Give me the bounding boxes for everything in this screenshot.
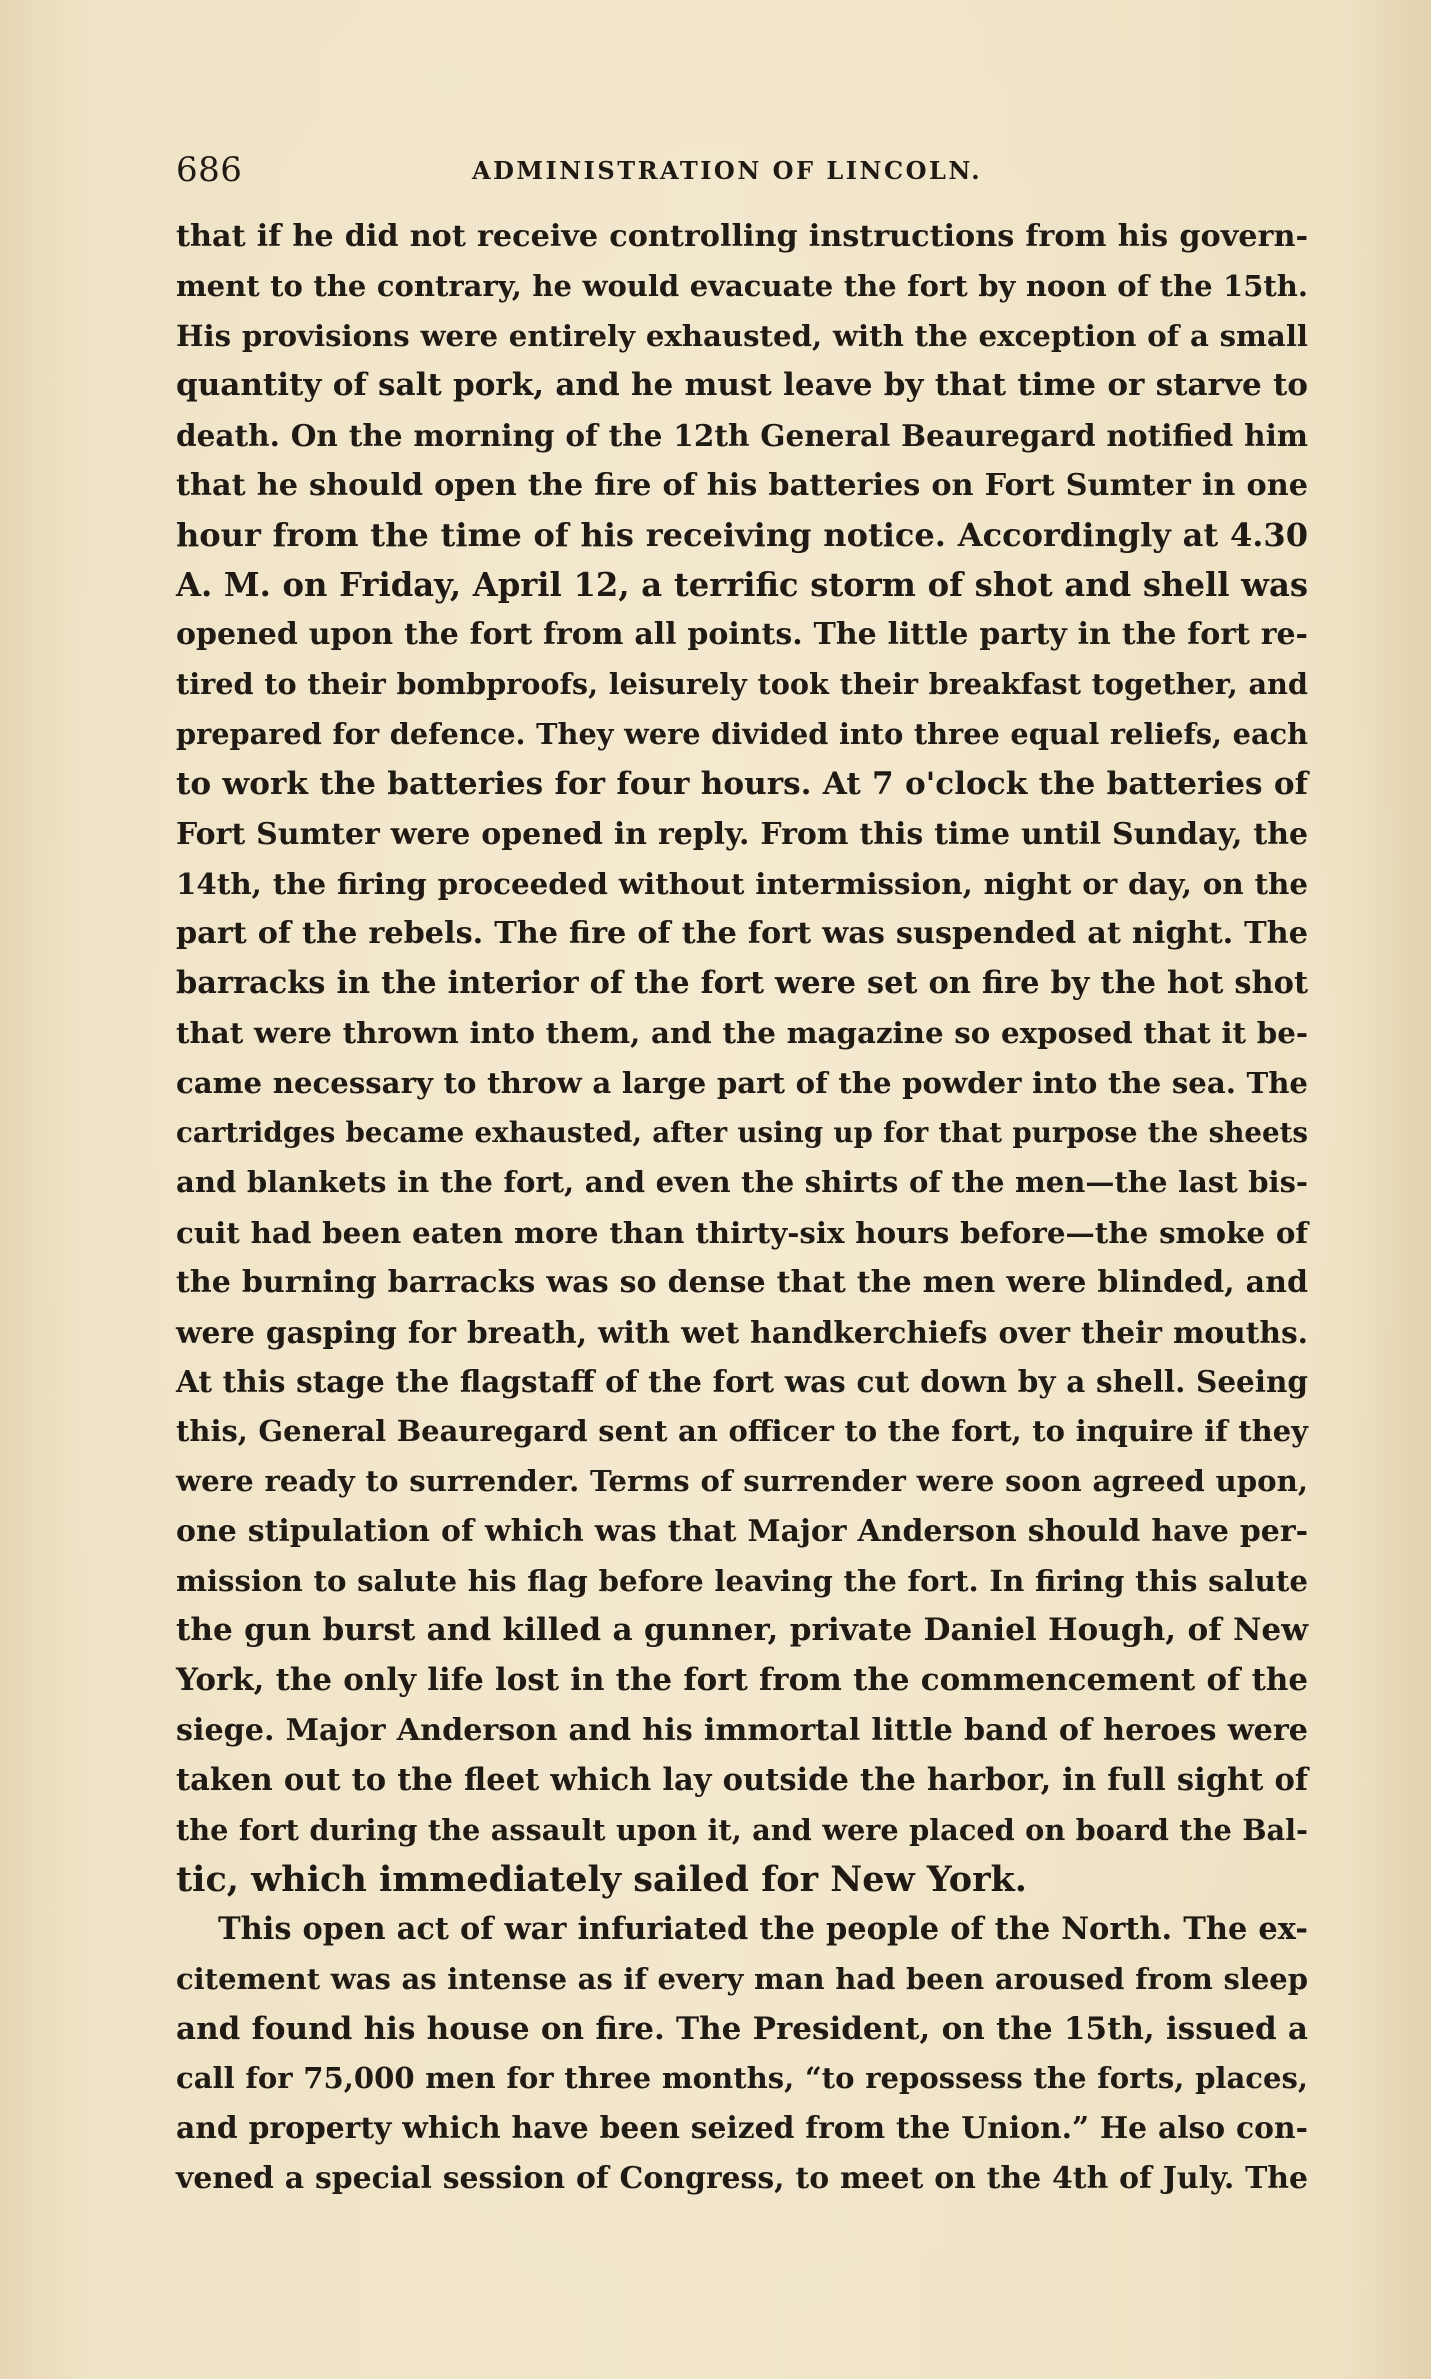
text-line: were gasping for breath, with wet handkerchiefs over their mouths. (176, 1314, 1308, 1350)
text-line: Fort Sumter were opened in reply. From this time until Sunday, the (176, 816, 1308, 852)
running-head (176, 146, 1306, 194)
text-line: citement was as intense as if every man had been aroused from sleep (176, 1961, 1308, 1996)
text-line: cuit had been eaten more than thirty-six hours before—the smoke of (176, 1214, 1308, 1250)
text-line: mission to salute his flag before leaving the fort. In firing this salute (176, 1563, 1308, 1598)
body-text (176, 212, 1308, 2204)
text-line: At this stage the flagstaff of the fort was cut down by a shell. Seeing (176, 1364, 1308, 1400)
text-line: tired to their bombproofs, leisurely took their breakfast together, and (176, 667, 1308, 702)
text-line: vened a special session of Congress, to meet on the 4th of July. The (176, 2161, 1308, 2197)
text-line: A. M. on Friday, April 12, a terrific storm of shot and shell was (176, 565, 1308, 604)
text-line: this, General Beauregard sent an officer to the fort, to inquire if they (176, 1414, 1308, 1449)
text-line: part of the rebels. The fire of the fort was suspended at night. The (176, 916, 1308, 952)
text-line: that he should open the fire of his batteries on Fort Sumter in one (176, 467, 1308, 503)
text-line: the gun burst and killed a gunner, private Daniel Hough, of New (176, 1612, 1308, 1649)
text-line: cartridges became exhausted, after using up for that purpose the sheets (176, 1116, 1308, 1150)
text-line: siege. Major Anderson and his immortal little band of heroes were (176, 1712, 1308, 1748)
text-line: one stipulation of which was that Major Anderson should have per- (176, 1513, 1308, 1549)
text-line: barracks in the interior of the fort were set on fire by the hot shot (176, 964, 1308, 1001)
page-number: 686 (176, 150, 243, 190)
text-line: to work the batteries for four hours. At 7 o'clock the batteries of (176, 765, 1308, 802)
running-title: ADMINISTRATION OF LINCOLN. (472, 156, 983, 185)
text-line: taken out to the fleet which lay outside the harbor, in full sight of (176, 1761, 1308, 1798)
text-line: the fort during the assault upon it, and were placed on board the Bal- (176, 1812, 1308, 1847)
text-line: 14th, the firing proceeded without intermission, night or day, on the (176, 866, 1308, 902)
text-line: and property which have been seized from the Union.” He also con- (176, 2111, 1308, 2147)
text-line-paragraph-start: This open act of war infuriated the people of the North. The ex- (218, 1911, 1308, 1948)
text-line: that if he did not receive controlling instructions from his govern- (176, 219, 1308, 254)
text-line: His provisions were entirely exhausted, with the exception of a small (176, 318, 1308, 353)
text-line: that were thrown into them, and the magazine so exposed that it be- (176, 1015, 1308, 1050)
text-line: prepared for defence. They were divided into three equal reliefs, each (176, 716, 1308, 751)
text-line-paragraph-end: tic, which immediately sailed for New York. (176, 1859, 1027, 1901)
text-line: were ready to surrender. Terms of surrender were soon agreed upon, (176, 1463, 1308, 1498)
text-line: came necessary to throw a large part of the powder into the sea. The (176, 1065, 1308, 1100)
text-line: and found his house on fire. The President, on the 15th, issued a (176, 2010, 1308, 2047)
text-line: ment to the contrary, he would evacuate the fort by noon of the 15th. (176, 268, 1308, 303)
text-line: opened upon the fort from all points. The little party in the fort re- (176, 617, 1308, 653)
text-line: call for 75,000 men for three months, “to repossess the forts, places, (176, 2061, 1308, 2096)
text-line: hour from the time of his receiving notice. Accordingly at 4.30 (176, 515, 1308, 554)
text-line: and blankets in the fort, and even the shirts of the men—the last bis- (176, 1165, 1308, 1200)
text-line: York, the only life lost in the fort from the commencement of the (176, 1662, 1308, 1699)
text-line: quantity of salt pork, and he must leave by that time or starve to (176, 367, 1308, 404)
text-line: death. On the morning of the 12th General Beauregard notified him (176, 418, 1308, 454)
text-line: the burning barracks was so dense that the men were blinded, and (176, 1264, 1308, 1300)
